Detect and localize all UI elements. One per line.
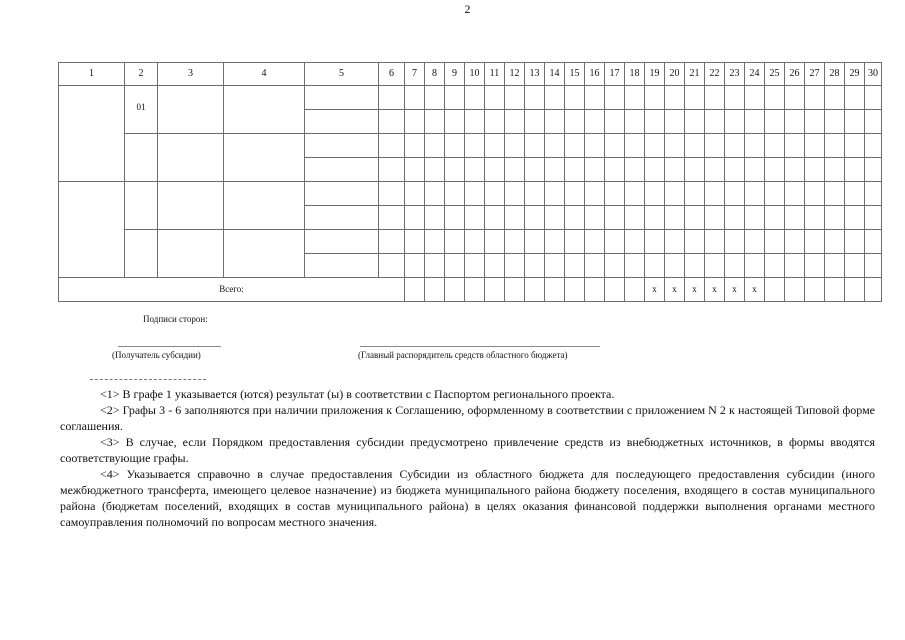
signatures-caption: Подписи сторон: bbox=[143, 314, 208, 324]
value-cell bbox=[465, 86, 485, 110]
value-cell bbox=[379, 230, 405, 254]
recipient-signature-line bbox=[118, 346, 221, 347]
value-cell bbox=[605, 110, 625, 134]
value-cell bbox=[465, 206, 485, 230]
value-cell bbox=[765, 206, 785, 230]
value-cell bbox=[545, 158, 565, 182]
value-cell bbox=[665, 254, 685, 278]
value-cell bbox=[645, 206, 665, 230]
column-number-21: 21 bbox=[685, 63, 705, 86]
value-cell bbox=[379, 110, 405, 134]
value-cell bbox=[565, 206, 585, 230]
value-cell bbox=[625, 206, 645, 230]
value-cell bbox=[505, 134, 525, 158]
block-cell bbox=[158, 182, 224, 230]
value-cell bbox=[725, 110, 745, 134]
code-cell bbox=[125, 134, 158, 182]
value-cell bbox=[685, 206, 705, 230]
value-cell bbox=[845, 110, 865, 134]
column-number-20: 20 bbox=[665, 63, 685, 86]
value-cell bbox=[565, 86, 585, 110]
value-cell bbox=[425, 158, 445, 182]
value-cell bbox=[485, 86, 505, 110]
value-cell bbox=[445, 110, 465, 134]
footnote-separator bbox=[90, 379, 206, 380]
column-number-8: 8 bbox=[425, 63, 445, 86]
value-cell bbox=[845, 182, 865, 206]
recipient-signature-label: (Получатель субсидии) bbox=[112, 350, 201, 360]
value-cell bbox=[665, 134, 685, 158]
value-cell bbox=[485, 158, 505, 182]
value-cell bbox=[425, 230, 445, 254]
value-cell bbox=[445, 206, 465, 230]
value-cell bbox=[425, 134, 445, 158]
value-cell bbox=[725, 158, 745, 182]
block-code: 01 bbox=[136, 102, 146, 112]
value-cell bbox=[705, 134, 725, 158]
block-cell bbox=[224, 134, 305, 182]
value-cell bbox=[379, 158, 405, 182]
value-cell bbox=[305, 158, 379, 182]
value-cell bbox=[825, 182, 845, 206]
value-cell bbox=[485, 182, 505, 206]
value-cell bbox=[405, 206, 425, 230]
value-cell bbox=[665, 230, 685, 254]
column-number-14: 14 bbox=[545, 63, 565, 86]
value-cell bbox=[379, 254, 405, 278]
value-cell bbox=[745, 158, 765, 182]
value-cell bbox=[845, 206, 865, 230]
column-number-16: 16 bbox=[585, 63, 605, 86]
value-cell bbox=[745, 86, 765, 110]
total-cell: x bbox=[725, 278, 745, 302]
column-number-24: 24 bbox=[745, 63, 765, 86]
value-cell bbox=[685, 134, 705, 158]
total-cell: x bbox=[665, 278, 685, 302]
value-cell bbox=[865, 182, 882, 206]
value-cell bbox=[825, 86, 845, 110]
value-cell bbox=[525, 134, 545, 158]
value-cell bbox=[585, 206, 605, 230]
total-cell bbox=[765, 278, 785, 302]
value-cell bbox=[379, 134, 405, 158]
column-number-13: 13 bbox=[525, 63, 545, 86]
value-cell bbox=[805, 110, 825, 134]
column-number-6: 6 bbox=[379, 63, 405, 86]
distributor-signature-label: (Главный распорядитель средств областного бюджета) bbox=[358, 350, 568, 360]
value-cell bbox=[445, 158, 465, 182]
value-cell bbox=[625, 182, 645, 206]
value-cell bbox=[725, 230, 745, 254]
block-cell bbox=[158, 230, 224, 278]
value-cell bbox=[765, 182, 785, 206]
value-cell bbox=[379, 86, 405, 110]
value-cell bbox=[825, 158, 845, 182]
footnote-1: <1> В графе 1 указывается (ются) результат (ы) в соответствии с Паспортом регионального проекта. bbox=[100, 387, 615, 401]
total-cell bbox=[625, 278, 645, 302]
value-cell bbox=[665, 86, 685, 110]
value-cell bbox=[605, 134, 625, 158]
value-cell bbox=[605, 206, 625, 230]
value-cell bbox=[305, 206, 379, 230]
value-cell bbox=[785, 134, 805, 158]
value-cell bbox=[865, 134, 882, 158]
value-cell bbox=[425, 206, 445, 230]
value-cell bbox=[765, 158, 785, 182]
total-cell: x bbox=[685, 278, 705, 302]
value-cell bbox=[705, 254, 725, 278]
value-cell bbox=[585, 134, 605, 158]
value-cell bbox=[485, 206, 505, 230]
value-cell bbox=[685, 254, 705, 278]
value-cell bbox=[645, 230, 665, 254]
value-cell bbox=[425, 86, 445, 110]
value-cell bbox=[825, 254, 845, 278]
value-cell bbox=[865, 254, 882, 278]
total-cell bbox=[425, 278, 445, 302]
value-cell bbox=[505, 254, 525, 278]
value-cell bbox=[605, 254, 625, 278]
column-number-25: 25 bbox=[765, 63, 785, 86]
value-cell bbox=[685, 158, 705, 182]
value-cell bbox=[805, 134, 825, 158]
value-cell bbox=[585, 254, 605, 278]
footnote-2: <2> Графы 3 - 6 заполняются при наличии приложения к Соглашению, оформленному в соответствии с приложением N 2 к настоящей Типовой форме соглашения. bbox=[60, 403, 875, 433]
total-cell bbox=[865, 278, 882, 302]
value-cell bbox=[605, 230, 625, 254]
value-cell bbox=[725, 254, 745, 278]
total-cell bbox=[505, 278, 525, 302]
value-cell bbox=[405, 158, 425, 182]
column-number-22: 22 bbox=[705, 63, 725, 86]
value-cell bbox=[305, 134, 379, 158]
value-cell bbox=[845, 86, 865, 110]
value-cell bbox=[845, 254, 865, 278]
column-number-28: 28 bbox=[825, 63, 845, 86]
footnote-3: <3> В случае, если Порядком предоставления субсидии предусмотрено привлечение средств из внебюджетных источников, в формы вводятся соответствующие графы. bbox=[60, 435, 875, 465]
value-cell bbox=[305, 230, 379, 254]
value-cell bbox=[405, 254, 425, 278]
total-label: Всего: bbox=[59, 278, 405, 302]
column-number-5: 5 bbox=[305, 63, 379, 86]
block-cell bbox=[158, 86, 224, 134]
value-cell bbox=[785, 230, 805, 254]
value-cell bbox=[525, 254, 545, 278]
value-cell bbox=[565, 110, 585, 134]
distributor-signature-line bbox=[360, 346, 600, 347]
column-number-2: 2 bbox=[125, 63, 158, 86]
value-cell bbox=[805, 182, 825, 206]
value-cell bbox=[505, 158, 525, 182]
column-number-30: 30 bbox=[865, 63, 882, 86]
value-cell bbox=[485, 134, 505, 158]
value-cell bbox=[505, 110, 525, 134]
value-cell bbox=[565, 230, 585, 254]
value-cell bbox=[305, 182, 379, 206]
value-cell bbox=[805, 158, 825, 182]
column-number-15: 15 bbox=[565, 63, 585, 86]
value-cell bbox=[445, 254, 465, 278]
value-cell bbox=[625, 86, 645, 110]
value-cell bbox=[485, 230, 505, 254]
value-cell bbox=[805, 254, 825, 278]
value-cell bbox=[445, 182, 465, 206]
value-cell bbox=[765, 110, 785, 134]
value-cell bbox=[725, 206, 745, 230]
total-cell bbox=[545, 278, 565, 302]
value-cell bbox=[605, 182, 625, 206]
value-cell bbox=[425, 182, 445, 206]
value-cell bbox=[725, 86, 745, 110]
value-cell bbox=[645, 254, 665, 278]
value-cell bbox=[485, 254, 505, 278]
value-cell bbox=[745, 110, 765, 134]
total-cell bbox=[785, 278, 805, 302]
value-cell bbox=[505, 182, 525, 206]
value-cell bbox=[765, 254, 785, 278]
code-cell bbox=[125, 86, 158, 134]
value-cell bbox=[405, 110, 425, 134]
value-cell bbox=[305, 254, 379, 278]
total-cell bbox=[485, 278, 505, 302]
total-cell bbox=[405, 278, 425, 302]
value-cell bbox=[465, 230, 485, 254]
value-cell bbox=[545, 182, 565, 206]
value-cell bbox=[845, 230, 865, 254]
value-cell bbox=[645, 182, 665, 206]
value-cell bbox=[379, 182, 405, 206]
value-cell bbox=[445, 230, 465, 254]
footnote-4: <4> Указывается справочно в случае предоставления Субсидии из областного бюджета для последующего предоставления субсидии (иного межбюджетного трансферта, имеющего целевое назначение) из бюджета муниципального района бюджету поселения, входящего в состав муниципального района (бюджетам поселений, входящих в состав муниципального района) в целях оказания финансовой поддержки выполнения органами местного самоуправления полномочий по вопросам местного значения. bbox=[60, 467, 875, 529]
value-cell bbox=[425, 110, 445, 134]
value-cell bbox=[505, 86, 525, 110]
value-cell bbox=[645, 86, 665, 110]
value-cell bbox=[585, 158, 605, 182]
value-cell bbox=[785, 110, 805, 134]
value-cell bbox=[525, 110, 545, 134]
value-cell bbox=[825, 230, 845, 254]
value-cell bbox=[585, 182, 605, 206]
value-cell bbox=[745, 206, 765, 230]
value-cell bbox=[585, 86, 605, 110]
code-cell bbox=[125, 182, 158, 230]
column-number-12: 12 bbox=[505, 63, 525, 86]
value-cell bbox=[525, 182, 545, 206]
value-cell bbox=[625, 134, 645, 158]
value-cell bbox=[565, 182, 585, 206]
total-cell bbox=[445, 278, 465, 302]
table-row bbox=[59, 182, 882, 206]
value-cell bbox=[545, 110, 565, 134]
value-cell bbox=[465, 182, 485, 206]
table-row bbox=[59, 230, 882, 254]
value-cell bbox=[665, 182, 685, 206]
value-cell bbox=[445, 134, 465, 158]
value-cell bbox=[545, 134, 565, 158]
value-cell bbox=[805, 86, 825, 110]
value-cell bbox=[545, 86, 565, 110]
value-cell bbox=[705, 182, 725, 206]
value-cell bbox=[865, 206, 882, 230]
value-cell bbox=[705, 158, 725, 182]
value-cell bbox=[805, 206, 825, 230]
value-cell bbox=[645, 158, 665, 182]
total-cell bbox=[465, 278, 485, 302]
value-cell bbox=[465, 254, 485, 278]
value-cell bbox=[785, 182, 805, 206]
value-cell bbox=[405, 86, 425, 110]
value-cell bbox=[525, 206, 545, 230]
value-cell bbox=[625, 230, 645, 254]
code-cell bbox=[125, 230, 158, 278]
value-cell bbox=[585, 230, 605, 254]
value-cell bbox=[685, 110, 705, 134]
total-cell bbox=[825, 278, 845, 302]
total-cell bbox=[805, 278, 825, 302]
value-cell bbox=[665, 206, 685, 230]
total-cell bbox=[525, 278, 545, 302]
value-cell bbox=[745, 134, 765, 158]
value-cell bbox=[745, 182, 765, 206]
value-cell bbox=[785, 158, 805, 182]
total-cell bbox=[845, 278, 865, 302]
value-cell bbox=[845, 158, 865, 182]
value-cell bbox=[825, 110, 845, 134]
column-number-17: 17 bbox=[605, 63, 625, 86]
column-number-27: 27 bbox=[805, 63, 825, 86]
value-cell bbox=[745, 254, 765, 278]
column-number-19: 19 bbox=[645, 63, 665, 86]
value-cell bbox=[405, 230, 425, 254]
value-cell bbox=[865, 230, 882, 254]
value-cell bbox=[545, 254, 565, 278]
total-cell: x bbox=[705, 278, 725, 302]
column-number-3: 3 bbox=[158, 63, 224, 86]
value-cell bbox=[685, 182, 705, 206]
column-number-9: 9 bbox=[445, 63, 465, 86]
value-cell bbox=[745, 230, 765, 254]
value-cell bbox=[725, 182, 745, 206]
value-cell bbox=[645, 110, 665, 134]
value-cell bbox=[845, 134, 865, 158]
value-cell bbox=[545, 206, 565, 230]
value-cell bbox=[505, 206, 525, 230]
value-cell bbox=[425, 254, 445, 278]
value-cell bbox=[765, 134, 785, 158]
block-cell bbox=[224, 86, 305, 134]
value-cell bbox=[485, 110, 505, 134]
total-cell bbox=[585, 278, 605, 302]
value-cell bbox=[465, 134, 485, 158]
total-cell bbox=[605, 278, 625, 302]
table-row bbox=[59, 86, 882, 110]
value-cell bbox=[785, 86, 805, 110]
column-number-10: 10 bbox=[465, 63, 485, 86]
value-cell bbox=[865, 110, 882, 134]
value-cell bbox=[465, 110, 485, 134]
value-cell bbox=[525, 86, 545, 110]
page-number: 2 bbox=[464, 2, 471, 16]
value-cell bbox=[785, 206, 805, 230]
value-cell bbox=[379, 206, 405, 230]
value-cell bbox=[585, 110, 605, 134]
value-cell bbox=[525, 158, 545, 182]
value-cell bbox=[545, 230, 565, 254]
value-cell bbox=[305, 86, 379, 110]
value-cell bbox=[605, 86, 625, 110]
value-cell bbox=[565, 158, 585, 182]
footnotes bbox=[60, 386, 875, 530]
value-cell bbox=[565, 134, 585, 158]
value-cell bbox=[825, 206, 845, 230]
value-cell bbox=[605, 158, 625, 182]
column-number-26: 26 bbox=[785, 63, 805, 86]
value-cell bbox=[785, 254, 805, 278]
value-cell bbox=[625, 158, 645, 182]
value-cell bbox=[625, 110, 645, 134]
column-number-11: 11 bbox=[485, 63, 505, 86]
block-cell bbox=[224, 182, 305, 230]
value-cell bbox=[805, 230, 825, 254]
column-number-18: 18 bbox=[625, 63, 645, 86]
column-number-row bbox=[59, 63, 882, 86]
value-cell bbox=[765, 230, 785, 254]
total-cell bbox=[565, 278, 585, 302]
block-cell bbox=[158, 134, 224, 182]
value-cell bbox=[725, 134, 745, 158]
total-row bbox=[59, 278, 882, 302]
value-cell bbox=[685, 230, 705, 254]
value-cell bbox=[305, 110, 379, 134]
value-cell bbox=[465, 158, 485, 182]
value-cell bbox=[645, 134, 665, 158]
value-cell bbox=[625, 254, 645, 278]
value-cell bbox=[825, 134, 845, 158]
value-cell bbox=[705, 86, 725, 110]
column-number-4: 4 bbox=[224, 63, 305, 86]
table-row bbox=[59, 134, 882, 158]
column-number-29: 29 bbox=[845, 63, 865, 86]
value-cell bbox=[405, 182, 425, 206]
value-cell bbox=[705, 230, 725, 254]
result-cell bbox=[59, 86, 125, 182]
column-number-1: 1 bbox=[59, 63, 125, 86]
total-cell: x bbox=[745, 278, 765, 302]
value-cell bbox=[705, 110, 725, 134]
column-number-7: 7 bbox=[405, 63, 425, 86]
value-cell bbox=[765, 86, 785, 110]
value-cell bbox=[705, 206, 725, 230]
value-cell bbox=[505, 230, 525, 254]
value-cell bbox=[525, 230, 545, 254]
value-cell bbox=[405, 134, 425, 158]
value-cell bbox=[565, 254, 585, 278]
column-number-23: 23 bbox=[725, 63, 745, 86]
value-cell bbox=[445, 86, 465, 110]
block-cell bbox=[224, 230, 305, 278]
value-cell bbox=[865, 158, 882, 182]
report-table bbox=[58, 62, 882, 302]
total-cell: x bbox=[645, 278, 665, 302]
value-cell bbox=[685, 86, 705, 110]
value-cell bbox=[865, 86, 882, 110]
result-cell bbox=[59, 182, 125, 278]
value-cell bbox=[665, 158, 685, 182]
value-cell bbox=[665, 110, 685, 134]
